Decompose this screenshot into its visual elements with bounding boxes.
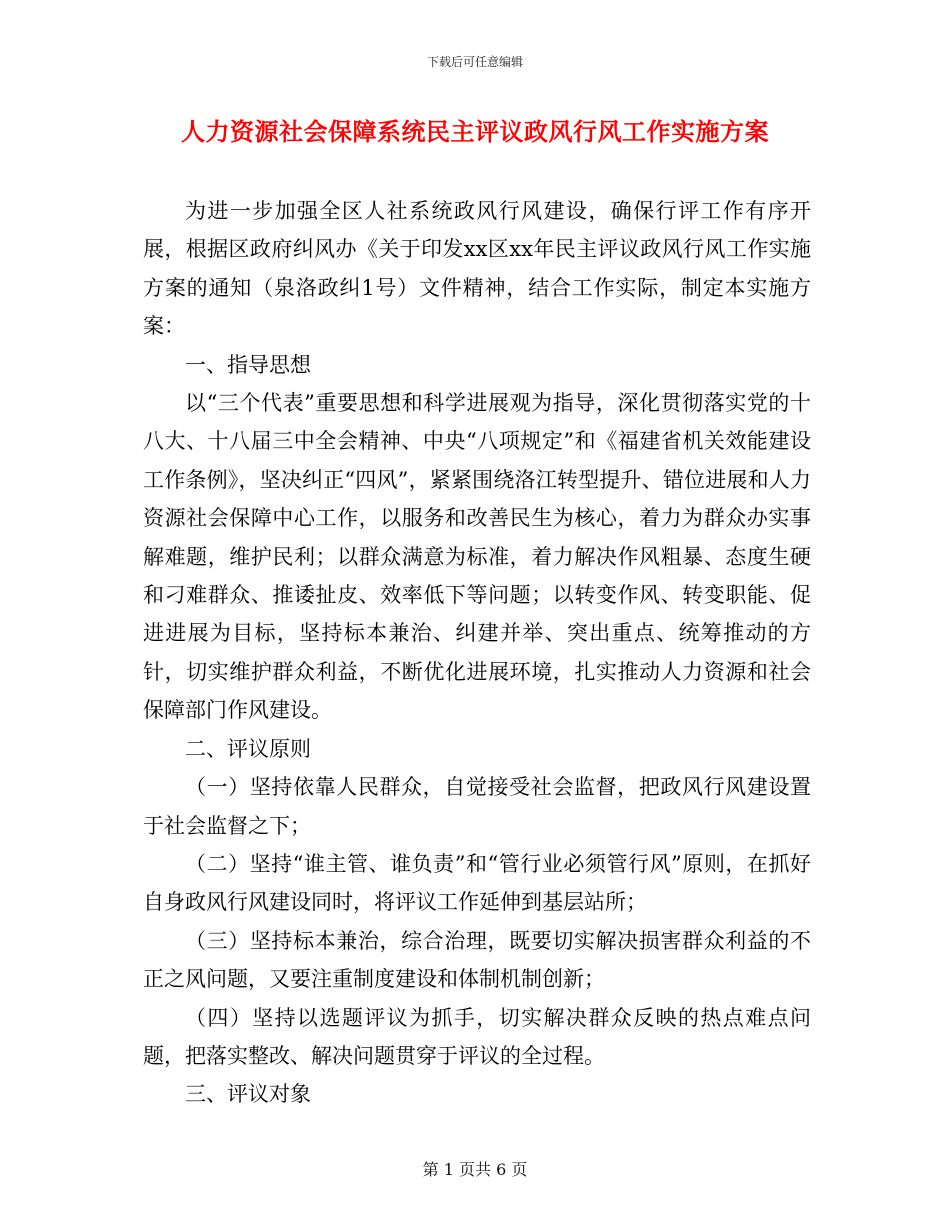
principle-item-3: （三）坚持标本兼治，综合治理，既要切实解决损害群众利益的不正之风问题，又要注重制度建设和体制机制创新；: [143, 928, 811, 992]
principle-item-1: （一）坚持依靠人民群众，自觉接受社会监督，把政风行风建设置于社会监督之下；: [143, 775, 811, 838]
page-number-footer: 第 1 页共 6 页: [422, 1160, 528, 1179]
principle-item-2: （二）坚持“谁主管、谁负责”和“管行业必须管行风”原则，在抓好自身政风行风建设同时，将评议工作延伸到基层站所；: [143, 851, 811, 915]
guiding-ideology-paragraph: 以“三个代表”重要思想和科学进展观为指导，深化贯彻落实党的十八大、十八届三中全会精神、中央“八项规定”和《福建省机关效能建设工作条例》，坚决纠正“四风”，紧紧围绕洛江转型提升、错位进展和人力资源社会保障中心工作，以服务和改善民生为核心，着力为群众办实事解难题，维护民利；以群众满意为标准，着力解决作风粗暴、态度生硬和刁难群众、推诿扯皮、效率低下等问题；以转变作风、转变职能、促进进展为目标，坚持标本兼治、纠建并举、突出重点、统筹推动的方针，切实维护群众利益，不断优化进展环境，扎实推动人力资源和社会保障部门作风建设。: [143, 391, 811, 723]
section-heading-review-principles: 二、评议原则: [185, 736, 311, 761]
intro-paragraph: 为进一步加强全区人社系统政风行风建设，确保行评工作有序开展，根据区政府纠风办《关于印发xx区xx年民主评议政风行风工作实施方案的通知（泉洛政纠1号）文件精神，结合工作实际，制定本实施方案：: [143, 199, 811, 339]
document-body: [143, 192, 811, 1114]
section-heading-guiding-ideology: 一、指导思想: [185, 352, 311, 377]
principle-item-4: （四）坚持以选题评议为抓手，切实解决群众反映的热点难点问题，把落实整改、解决问题贯穿于评议的全过程。: [143, 1005, 811, 1068]
document-title: 人力资源社会保障系统民主评议政风行风工作实施方案: [181, 117, 769, 146]
section-heading-review-targets: 三、评议对象: [185, 1082, 311, 1107]
header-note: 下载后可任意编辑: [426, 55, 523, 69]
